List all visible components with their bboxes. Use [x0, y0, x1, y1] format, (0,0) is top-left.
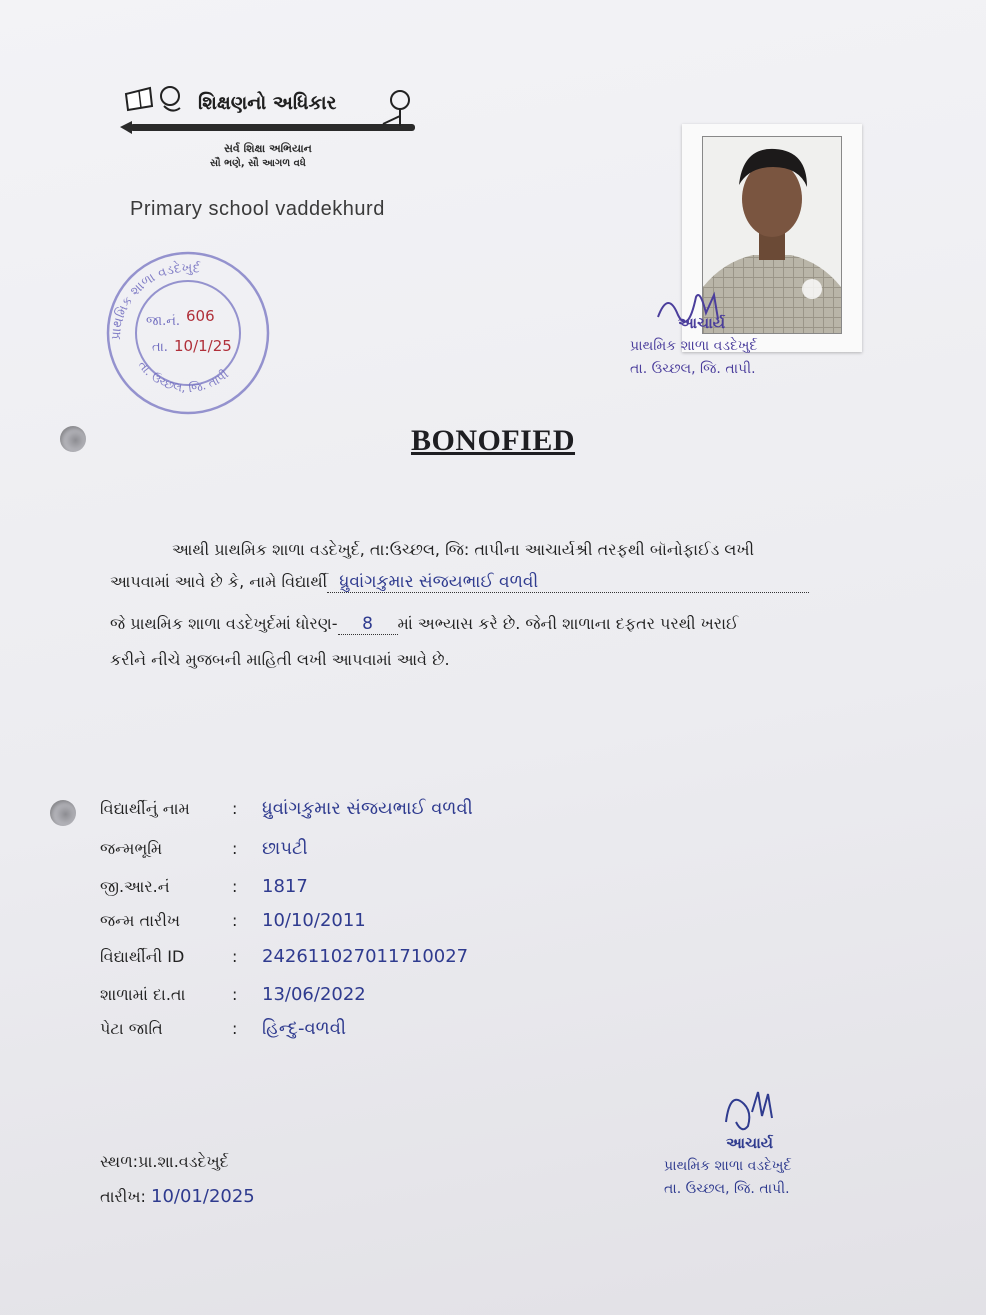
detail-colon: :	[232, 877, 238, 896]
photo-signature-block	[630, 312, 850, 381]
footer-date-value: 10/01/2025	[151, 1186, 255, 1207]
detail-row-admission-date	[100, 984, 366, 1014]
footer-signature-title: આચાર્ય	[726, 1134, 774, 1152]
detail-row-birth-date	[100, 910, 366, 940]
detail-row-gr-number	[100, 876, 308, 906]
document-heading: BONOFIED	[410, 424, 576, 457]
pencil-icon	[130, 124, 415, 131]
detail-value: હિન્દુ-વળવી	[262, 1018, 347, 1039]
school-name: Primary school vaddekhurd	[130, 198, 385, 220]
photo-signature-line1: પ્રાથમિક શાળા વડદેખુર્દ	[630, 338, 758, 354]
detail-colon: :	[232, 1019, 238, 1038]
footer-place: સ્થળ:પ્રા.શા.વડદેખુર્દ	[100, 1152, 229, 1171]
detail-value: 242611027011710027	[262, 946, 469, 967]
paragraph-line-1	[172, 540, 754, 560]
detail-row-birthplace	[100, 838, 308, 868]
detail-colon: :	[232, 985, 238, 1004]
stamp-outer-text: પ્રાથમિક શાળા વડદેખુર્દ	[108, 260, 201, 341]
footer-signature-line1: પ્રાથમિક શાળા વડદેખુર્દ	[664, 1158, 792, 1174]
detail-colon: :	[232, 839, 238, 858]
svg-text:તા. ઉચ્છલ, જિ. તાપી	[135, 358, 231, 395]
detail-row-name	[100, 798, 473, 828]
logo-title: શિક્ષણનો અધિકાર	[198, 92, 337, 114]
photo-signature-title: આચાર્ય	[678, 314, 726, 332]
paragraph-line-3-suffix: માં અભ્યાસ કરે છે. જેની શાળાના દફતર પરથી ખરાઈ	[397, 614, 739, 633]
detail-colon: :	[232, 799, 238, 818]
paragraph-line-3	[110, 614, 738, 635]
detail-label: વિદ્યાર્થીનું નામ	[100, 799, 190, 818]
detail-row-sub-caste	[100, 1018, 346, 1048]
detail-label: જી.આર.નં	[100, 877, 170, 896]
detail-value: 10/10/2011	[262, 910, 366, 931]
paragraph-line-2-prefix: આપવામાં આવે છે કે, નામે વિદ્યાર્થી	[110, 572, 328, 591]
photo-signature-line2: તા. ઉચ્છલ, જિ. તાપી.	[630, 361, 756, 377]
detail-value: 1817	[262, 876, 308, 897]
paragraph-standard: 8	[338, 614, 398, 635]
detail-value: 13/06/2022	[262, 984, 366, 1005]
detail-label: જન્મ તારીખ	[100, 911, 181, 930]
detail-label: શાળામાં દા.તા	[100, 985, 186, 1004]
school-stamp	[98, 245, 278, 415]
footer-date	[100, 1186, 255, 1207]
detail-label: જન્મભૂમિ	[100, 839, 163, 858]
stamp-date-label: તા.	[152, 340, 168, 355]
detail-colon: :	[232, 947, 238, 966]
paragraph-line-4	[110, 650, 450, 670]
footer-signature-block	[664, 1132, 884, 1201]
detail-colon: :	[232, 911, 238, 930]
child-pulling-icon	[375, 88, 425, 138]
paragraph-line-4-text: કરીને નીચે મુજબની માહિતી લખી આપવામાં આવે છે.	[110, 650, 450, 669]
logo-subtitle: સર્વ શિક્ષા અભિયાન	[224, 142, 312, 155]
paragraph-line-2	[110, 572, 809, 593]
stamp-date-value: 10/1/25	[174, 337, 232, 355]
detail-label: પેટા જાતિ	[100, 1019, 163, 1038]
logo-tagline: સૌ ભણે, સૌ આગળ વધે	[210, 158, 306, 169]
logo-sarva-shiksha	[120, 80, 430, 180]
detail-label: વિદ્યાર્થીની ID	[100, 947, 185, 966]
detail-value: છાપટી	[262, 838, 308, 859]
stamp-number-label: જા.નં.	[146, 314, 181, 329]
footer-signature-line2: તા. ઉચ્છલ, જિ. તાપી.	[664, 1181, 790, 1197]
stamp-number-value: 606	[186, 307, 215, 325]
punch-hole-bottom	[50, 800, 76, 826]
detail-row-student-id	[100, 946, 468, 976]
paragraph-line-1-text: આથી પ્રાથમિક શાળા વડદેખુર્દ, તા:ઉચ્છલ, જિ: તાપીના આચાર્યશ્રી તરફથી બૉનોફાઈડ લખી	[172, 540, 755, 559]
stamp-bottom-text: તા. ઉચ્છલ, જિ. તાપી	[135, 358, 232, 396]
paragraph-student-name: ધ્રુવાંગકુમાર સંજયભાઈ વળવી	[327, 572, 809, 593]
paragraph-line-3-prefix: જે પ્રાથમિક શાળા વડદેખુર્દમાં ધોરણ-	[110, 614, 338, 633]
footer-date-label: તારીખ:	[100, 1187, 146, 1206]
detail-value: ધ્રુવાંગકુમાર સંજયભાઈ વળવી	[262, 798, 473, 819]
